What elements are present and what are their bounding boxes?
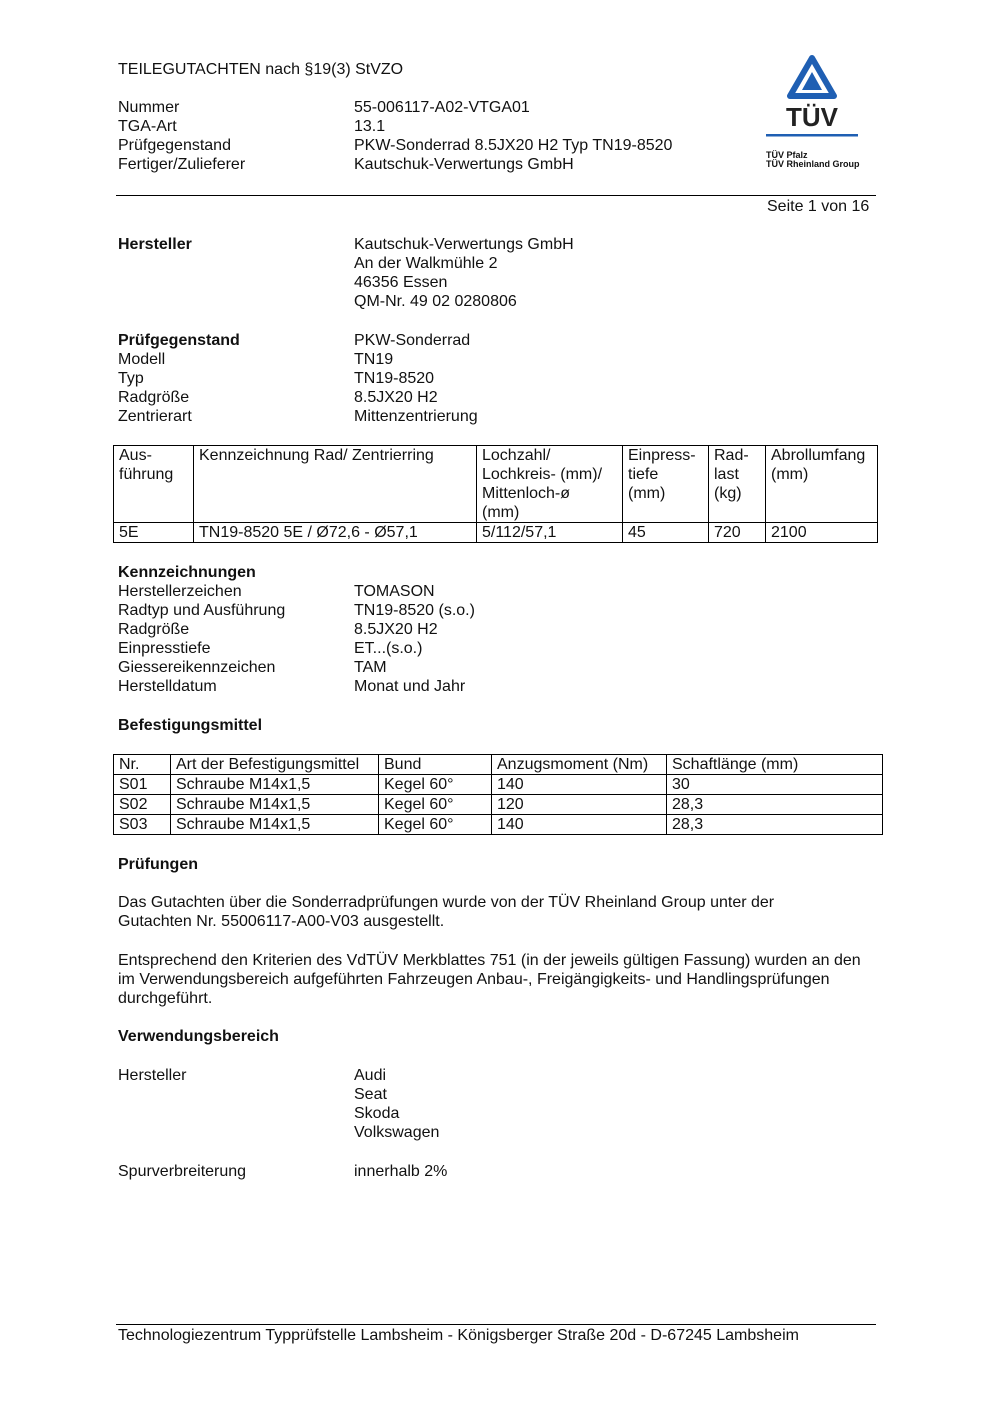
value: PKW-Sonderrad 8.5JX20 H2 Typ TN19-8520: [354, 137, 673, 154]
table-cell: TN19-8520 5E / Ø72,6 - Ø57,1: [194, 523, 477, 543]
header-row-nummer: [118, 98, 672, 117]
hersteller-line: 46356 Essen: [354, 274, 448, 291]
value: ET...(s.o.): [354, 640, 423, 657]
value: 8.5JX20 H2: [354, 621, 438, 638]
table-cell: 5E: [114, 523, 194, 543]
table-row: [114, 795, 883, 815]
table-row: [114, 775, 883, 795]
table-header-cell: Rad- last (kg): [709, 446, 766, 523]
svg-text:TÜV: TÜV: [786, 102, 838, 132]
table-cell: S03: [114, 815, 171, 835]
label: Giessereikennzeichen: [118, 659, 276, 676]
table-header-cell: Nr.: [114, 755, 171, 775]
value: Monat und Jahr: [354, 678, 466, 695]
tuev-logo: [760, 54, 870, 169]
value: TOMASON: [354, 583, 435, 600]
hersteller-line: QM-Nr. 49 02 0280806: [354, 293, 517, 310]
table-header-cell: Abrollumfang (mm): [766, 446, 878, 523]
footer-text: Technologiezentrum Typprüfstelle Lambsheim - Königsberger Straße 20d - D-67245 Lambsheim: [118, 1327, 799, 1344]
verwendungsbereich-hersteller: [118, 1066, 439, 1142]
header-divider: [116, 195, 876, 196]
table-cell: Kegel 60°: [379, 795, 492, 815]
table-cell: S02: [114, 795, 171, 815]
manufacturer: Seat: [354, 1086, 387, 1103]
footer-divider: [116, 1324, 876, 1325]
manufacturer: Audi: [354, 1067, 387, 1084]
pruefungen-paragraph-2: Entsprechend den Kriterien des VdTÜV Merkblattes 751 (in der jeweils gültigen Fassung) wurden an den im Verwendungsbereich aufgeführten Fahrzeugen Anbau-, Freigängigkeits- und Handlingsprüfungen durchgeführt.: [118, 952, 861, 1007]
page-number: Seite 1 von 16: [767, 198, 870, 215]
label: Fertiger/Zulieferer: [118, 156, 246, 173]
label: Prüfgegenstand: [118, 137, 231, 154]
pruefungen-paragraph-1: Das Gutachten über die Sonderradprüfungen wurde von der TÜV Rheinland Group unter der Gutachten Nr. 55006117-A00-V03 ausgestellt.: [118, 894, 775, 930]
table-cell: 140: [492, 815, 667, 835]
table-header-cell: Aus- führung: [114, 446, 194, 523]
label: Radtyp und Ausführung: [118, 602, 286, 619]
hersteller-section: [118, 235, 574, 311]
value: 55-006117-A02-VTGA01: [354, 99, 530, 116]
wheel-table: [113, 445, 878, 543]
value: TN19-8520: [354, 370, 435, 387]
table-cell: 28,3: [667, 815, 883, 835]
pruefgegenstand-section: [118, 331, 478, 426]
table-header-cell: Schaftlänge (mm): [667, 755, 883, 775]
value: innerhalb 2%: [354, 1163, 448, 1180]
label: Radgröße: [118, 621, 190, 638]
value: Mittenzentrierung: [354, 408, 478, 425]
label: Herstellerzeichen: [118, 583, 242, 600]
table-cell: Schraube M14x1,5: [171, 775, 379, 795]
manufacturer: Volkswagen: [354, 1124, 440, 1141]
header-row-tga-art: [118, 117, 672, 136]
table-cell: 2100: [766, 523, 878, 543]
logo-line2: TÜV Rheinland Group: [766, 159, 860, 169]
value: 8.5JX20 H2: [354, 389, 438, 406]
table-cell: Schraube M14x1,5: [171, 795, 379, 815]
table-header-cell: Art der Befestigungsmittel: [171, 755, 379, 775]
value: 13.1: [354, 118, 386, 135]
table-cell: 720: [709, 523, 766, 543]
value: TAM: [354, 659, 387, 676]
table-row: [114, 523, 878, 543]
befestigung-table: [113, 754, 883, 835]
document-title: TEILEGUTACHTEN nach §19(3) StVZO: [118, 61, 404, 78]
table-header-row: [114, 755, 883, 775]
header-info: [118, 98, 672, 174]
label: Spurverbreiterung: [118, 1163, 247, 1180]
spurverbreiterung: [118, 1162, 447, 1181]
pruefungen-title: Prüfungen: [118, 856, 198, 873]
label: Modell: [118, 351, 166, 368]
label: Radgröße: [118, 389, 190, 406]
table-header-cell: Bund: [379, 755, 492, 775]
value: TN19: [354, 351, 394, 368]
logo-line1: TÜV Pfalz: [766, 150, 808, 160]
label: Nummer: [118, 99, 180, 116]
table-cell: S01: [114, 775, 171, 795]
table-header-cell: Einpress- tiefe (mm): [623, 446, 709, 523]
pruefgegenstand-label: Prüfgegenstand: [118, 332, 240, 349]
manufacturer: Skoda: [354, 1105, 400, 1122]
table-cell: Kegel 60°: [379, 775, 492, 795]
value: Kautschuk-Verwertungs GmbH: [354, 156, 574, 173]
hersteller-line: Kautschuk-Verwertungs GmbH: [354, 236, 574, 253]
hersteller-label: Hersteller: [118, 236, 192, 253]
label: Einpresstiefe: [118, 640, 211, 657]
pruefgegenstand-value: PKW-Sonderrad: [354, 332, 471, 349]
label: TGA-Art: [118, 118, 177, 135]
table-header-cell: Kennzeichnung Rad/ Zentrierring: [194, 446, 477, 523]
table-cell: Kegel 60°: [379, 815, 492, 835]
table-cell: 30: [667, 775, 883, 795]
label: Typ: [118, 370, 144, 387]
table-cell: 5/112/57,1: [477, 523, 623, 543]
table-cell: 140: [492, 775, 667, 795]
label: Herstelldatum: [118, 678, 217, 695]
header-row-fertiger: [118, 155, 672, 174]
table-row: [114, 815, 883, 835]
table-cell: 45: [623, 523, 709, 543]
table-header-row: [114, 446, 878, 523]
label: Zentrierart: [118, 408, 192, 425]
section-title: Kennzeichnungen: [118, 564, 256, 581]
header-row-pruefgegenstand: [118, 136, 672, 155]
table-cell: 120: [492, 795, 667, 815]
table-header-cell: Anzugsmoment (Nm): [492, 755, 667, 775]
hersteller-line: An der Walkmühle 2: [354, 255, 498, 272]
kennzeichnungen-section: [118, 563, 475, 696]
tuev-triangle-icon: [760, 54, 860, 154]
table-header-cell: Lochzahl/ Lochkreis- (mm)/ Mittenloch-ø (mm): [477, 446, 623, 523]
table-cell: Schraube M14x1,5: [171, 815, 379, 835]
table-cell: 28,3: [667, 795, 883, 815]
value: TN19-8520 (s.o.): [354, 602, 475, 619]
label: Hersteller: [118, 1067, 187, 1084]
verwendungsbereich-title: Verwendungsbereich: [118, 1028, 279, 1045]
befestigung-title: Befestigungsmittel: [118, 717, 263, 734]
